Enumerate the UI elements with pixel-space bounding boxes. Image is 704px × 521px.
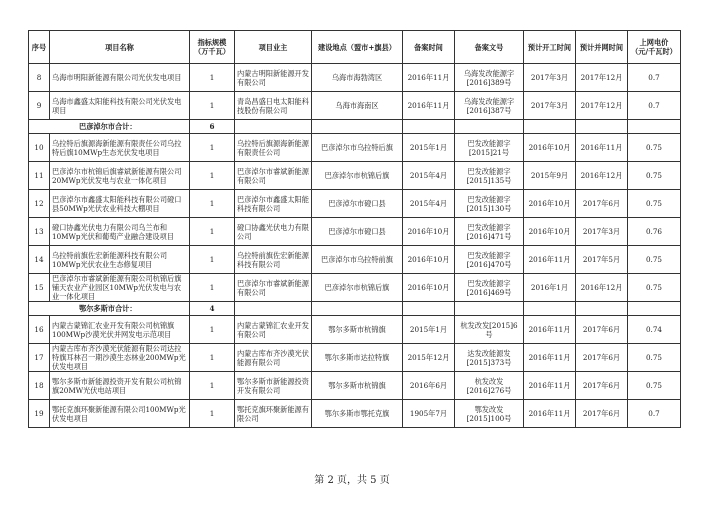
empty-cell [312,302,403,316]
table-row [29,92,681,120]
filing-date: 1905年7月 [403,400,455,428]
filing-date: 2015年12月 [403,344,455,372]
page-footer: 第 2 页，共 5 页 [314,475,390,486]
col-header-name: 项目名称 [50,31,190,64]
project-owner: 磴口协鑫光伏电力有限公司 [235,218,312,246]
start-date: 2016年10月 [524,218,576,246]
subtotal-row [29,120,681,134]
subtotal-row [29,302,681,316]
price-value: 0.7 [628,400,681,428]
price-value: 0.75 [628,372,681,400]
col-header-start: 预计开工时间 [524,31,576,64]
grid-date: 2017年12月 [576,92,628,120]
empty-cell [312,120,403,134]
project-owner: 内蒙古库布齐沙漠光伏能源有限公司 [235,344,312,372]
project-name: 乌拉特后旗源海新能源有限责任公司乌拉特后旗10MWp生态光伏发电项目 [50,134,190,162]
price-value: 0.76 [628,218,681,246]
price-value: 0.75 [628,134,681,162]
project-name: 乌海市明阳新能源有限公司光伏发电项目 [50,64,190,92]
project-owner: 乌拉特后旗源海新能源有限责任公司 [235,134,312,162]
scale-value: 1 [190,162,235,190]
table-row [29,190,681,218]
start-date: 2016年11月 [524,316,576,344]
table-row [29,64,681,92]
row-number: 15 [29,274,50,302]
filing-date: 2016年11月 [403,64,455,92]
row-number: 16 [29,316,50,344]
project-owner: 鄂尔多斯市新能源投资开发有限公司 [235,372,312,400]
price-value: 0.75 [628,274,681,302]
table-row [29,246,681,274]
project-owner: 内蒙古明阳新能源开发有限公司 [235,64,312,92]
table-row [29,316,681,344]
start-date: 2016年11月 [524,246,576,274]
filing-date: 2016年6月 [403,372,455,400]
start-date: 2016年11月 [524,372,576,400]
project-owner: 巴彦淖尔市睿斌新能源有限公司 [235,162,312,190]
scale-value: 1 [190,218,235,246]
row-number: 19 [29,400,50,428]
scale-value: 1 [190,246,235,274]
filing-number: 鄂发改发[2015]100号 [455,400,524,428]
col-header-filing-date: 备案时间 [403,31,455,64]
col-header-filing-no: 备案文号 [455,31,524,64]
row-number: 12 [29,190,50,218]
build-location: 鄂尔多斯市杭锦旗 [312,372,403,400]
price-value: 0.7 [628,64,681,92]
row-number: 13 [29,218,50,246]
filing-number: 乌海发改能源字[2016]389号 [455,64,524,92]
scale-value: 1 [190,92,235,120]
empty-cell [455,302,524,316]
project-owner: 巴彦淖尔市睿斌新能源有限公司 [235,274,312,302]
project-name: 巴彦淖尔市杭锦后旗睿斌新能源有限公司20MWp光伏发电与农业一体化项目 [50,162,190,190]
grid-date: 2017年6月 [576,400,628,428]
project-name: 磴口协鑫光伏电力有限公司乌兰布和10MWp光伏和葡萄产业融合建设项目 [50,218,190,246]
empty-cell [524,120,576,134]
grid-date: 2016年12月 [576,274,628,302]
grid-date: 2016年11月 [576,134,628,162]
filing-number: 巴发改能源字[2016]469号 [455,274,524,302]
project-owner: 内蒙古蒙锦汇农业开发有限公司 [235,316,312,344]
project-name: 巴彦淖尔市鑫盛太阳能科技有限公司磴口县50MWp光伏农业科技大棚项目 [50,190,190,218]
empty-cell [628,120,681,134]
row-number: 11 [29,162,50,190]
empty-cell [403,302,455,316]
grid-date: 2017年6月 [576,316,628,344]
start-date: 2017年3月 [524,92,576,120]
row-number: 17 [29,344,50,372]
table-row [29,344,681,372]
start-date: 2017年3月 [524,64,576,92]
project-name: 鄂托克旗环聚新能源有限公司100MWp光伏发电项目 [50,400,190,428]
filing-number: 杭发改发[2016]276号 [455,372,524,400]
row-number: 10 [29,134,50,162]
empty-cell [524,302,576,316]
grid-date: 2017年12月 [576,64,628,92]
subtotal-scale: 4 [190,302,235,316]
filing-date: 2016年10月 [403,218,455,246]
filing-date: 2015年4月 [403,162,455,190]
table-row [29,134,681,162]
col-header-grid: 预计并网时间 [576,31,628,64]
scale-value: 1 [190,372,235,400]
project-name: 鄂尔多斯市新能源投资开发有限公司杭锦旗20MW光伏电站项目 [50,372,190,400]
grid-date: 2017年6月 [576,190,628,218]
start-date: 2015年9月 [524,162,576,190]
scale-value: 1 [190,344,235,372]
price-value: 0.74 [628,316,681,344]
filing-number: 巴发改能源字[2015]135号 [455,162,524,190]
col-header-owner: 项目业主 [235,31,312,64]
scale-value: 1 [190,274,235,302]
row-number: 14 [29,246,50,274]
empty-cell [235,302,312,316]
start-date: 2016年10月 [524,190,576,218]
build-location: 巴彦淖尔市杭锦后旗 [312,274,403,302]
project-table [28,30,681,428]
col-header-scale: 指标规模 （万千瓦） [190,31,235,64]
empty-cell [628,302,681,316]
build-location: 鄂尔多斯市鄂托克旗 [312,400,403,428]
scale-value: 1 [190,316,235,344]
project-owner: 鄂托克旗环聚新能源有限公司 [235,400,312,428]
scale-value: 1 [190,64,235,92]
price-value: 0.75 [628,190,681,218]
filing-date: 2016年11月 [403,92,455,120]
project-name: 巴彦淖尔市睿斌新能源有限公司杭锦后旗铺天农业产业园区10MWp光伏发电与农业一体化项目 [50,274,190,302]
scale-value: 1 [190,134,235,162]
filing-number: 达发改能源发[2015]373号 [455,344,524,372]
project-name: 内蒙古蒙锦汇农业开发有限公司杭锦旗100MWp沙漠光伏并网发电示范项目 [50,316,190,344]
price-value: 0.75 [628,344,681,372]
build-location: 巴彦淖尔市磴口县 [312,218,403,246]
start-date: 2016年10月 [524,134,576,162]
filing-date: 2015年1月 [403,316,455,344]
start-date: 2016年11月 [524,344,576,372]
build-location: 巴彦淖尔市乌拉特前旗 [312,246,403,274]
subtotal-scale: 6 [190,120,235,134]
project-name: 内蒙古库布齐沙漠光伏能源有限公司达拉特旗耳林召一期沙漠生态林业200MWp光伏发电项目 [50,344,190,372]
filing-date: 2016年10月 [403,274,455,302]
scale-value: 1 [190,400,235,428]
col-header-no: 序号 [29,31,50,64]
empty-cell [455,120,524,134]
filing-number: 巴发改能源字[2016]471号 [455,218,524,246]
project-name: 乌海市鑫盛太阳能科技有限公司光伏发电项目 [50,92,190,120]
grid-date: 2016年12月 [576,162,628,190]
filing-number: 巴发改能源字[2015]130号 [455,190,524,218]
row-number: 8 [29,64,50,92]
project-owner: 巴彦淖尔市鑫盛太阳能科技有限公司 [235,190,312,218]
price-value: 0.75 [628,246,681,274]
filing-number: 巴发改能源字[2015]21号 [455,134,524,162]
col-header-price: 上网电价 （元/千瓦时） [628,31,681,64]
empty-cell [576,120,628,134]
build-location: 鄂尔多斯市达拉特旗 [312,344,403,372]
empty-cell [576,302,628,316]
build-location: 巴彦淖尔市杭锦后旗 [312,162,403,190]
project-owner: 乌拉特前旗佐宏新能源科技有限公司 [235,246,312,274]
scale-value: 1 [190,190,235,218]
project-name: 乌拉特前旗佐宏新能源科技有限公司10MWp光伏农业生态修复项目 [50,246,190,274]
table-row [29,400,681,428]
start-date: 2016年11月 [524,400,576,428]
filing-number: 乌海发改能源字[2016]387号 [455,92,524,120]
build-location: 鄂尔多斯市杭锦旗 [312,316,403,344]
build-location: 巴彦淖尔市乌拉特后旗 [312,134,403,162]
filing-date: 2016年10月 [403,246,455,274]
grid-date: 2017年6月 [576,372,628,400]
price-value: 0.7 [628,92,681,120]
filing-number: 杭发改发[2015]6号 [455,316,524,344]
subtotal-label: 鄂尔多斯市合计： [29,302,190,316]
table-row [29,372,681,400]
filing-number: 巴发改能源字[2016]470号 [455,246,524,274]
table-row [29,274,681,302]
document-page [28,30,680,428]
empty-cell [235,120,312,134]
row-number: 9 [29,92,50,120]
filing-date: 2015年1月 [403,134,455,162]
table-body [29,64,681,428]
grid-date: 2017年5月 [576,246,628,274]
subtotal-label: 巴彦淖尔市合计： [29,120,190,134]
build-location: 乌海市海南区 [312,92,403,120]
empty-cell [403,120,455,134]
table-header-row [29,31,681,64]
row-number: 18 [29,372,50,400]
table-row [29,162,681,190]
grid-date: 2017年3月 [576,218,628,246]
grid-date: 2017年6月 [576,344,628,372]
table-row [29,218,681,246]
build-location: 乌海市海勃湾区 [312,64,403,92]
col-header-location: 建设地点（盟市+旗县） [312,31,403,64]
start-date: 2016年1月 [524,274,576,302]
build-location: 巴彦淖尔市磴口县 [312,190,403,218]
price-value: 0.75 [628,162,681,190]
project-owner: 青岛昌盛日电太阳能科技股份有限公司 [235,92,312,120]
filing-date: 2015年4月 [403,190,455,218]
